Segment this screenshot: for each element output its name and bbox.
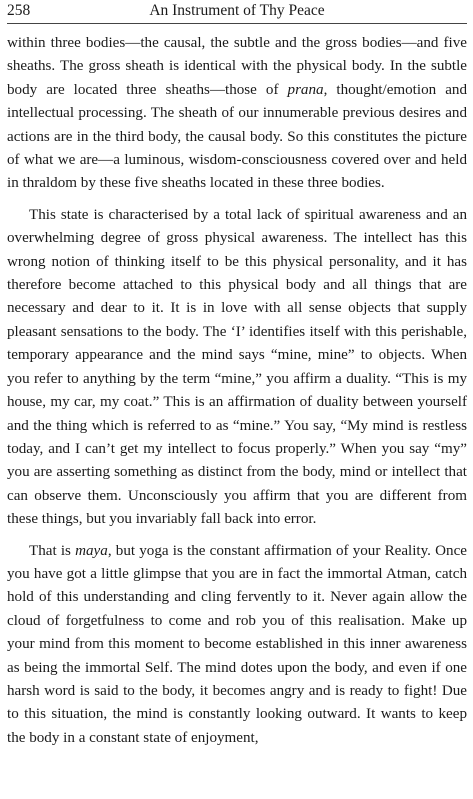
- paragraph-text: That is: [29, 542, 76, 559]
- page-number: 258: [7, 2, 31, 19]
- running-head: [7, 1, 467, 23]
- italic-term-maya: maya: [75, 542, 108, 559]
- paragraph-text: , thought/emotion and intellectual processing. The sheath of our innumerable previous desires and actions are in the third body, the causal body. So this constitutes the picture of what we are—a luminous, wisdom-consciousness covered over and held in thraldom by these five sheaths located in these three bodies.: [7, 81, 467, 192]
- header-rule: [7, 23, 467, 24]
- paragraph-3: [7, 540, 467, 751]
- running-head-title: An Instrument of Thy Peace: [149, 2, 325, 19]
- paragraph-text: , but yoga is the constant affirmation of your Reality. Once you have got a little glimpse that you are in fact the immortal Atman, catch hold of this understanding and cling fervently to it. Never again allow the cloud of forgetfulness to come and rob you of this realisation. Make up your mind from this moment to become established in this inner awareness as being the immortal Self. The mind dotes upon the body, and even if one harsh word is said to the body, it becomes angry and is ready to fight! Due to this situation, the mind is constantly looking outward. It wants to keep the body in a constant state of enjoyment,: [7, 542, 467, 746]
- paragraph-1: [7, 32, 467, 196]
- paragraph-2: [7, 204, 467, 532]
- body-text: [7, 32, 467, 750]
- paragraph-text: within three bodies—the causal, the subtle and the gross bodies—and five sheaths. The gross sheath is identical with the physical body. In the subtle body are located three sheaths—those of: [7, 35, 467, 98]
- paragraph-text: This state is characterised by a total lack of spiritual awareness and an overwhelming degree of gross physical awareness. The intellect has this wrong notion of thinking itself to be this physical personality, and it has therefore become attached to this physical body and all things that are necessary and dear to it. It is in love with all sense objects that supply pleasant sensations to the body. The ‘I’ identifies itself with this perishable, temporary appearance and the mind says “mine, mine” to objects. When you refer to anything by the term “mine,” you affirm a duality. “This is my house, my car, my coat.” This is an affirmation of duality between yourself and the thing which is referred to as “mine.” You say, “My mind is restless today, and I can’t get my intellect to focus properly.” When you say “my” you are asserting something as distinct from the body, mind or intellect that can observe them. Unconsciously you affirm that you are different from these things, but you invariably fall back into error.: [7, 206, 467, 528]
- italic-term-prana: prana: [287, 81, 324, 98]
